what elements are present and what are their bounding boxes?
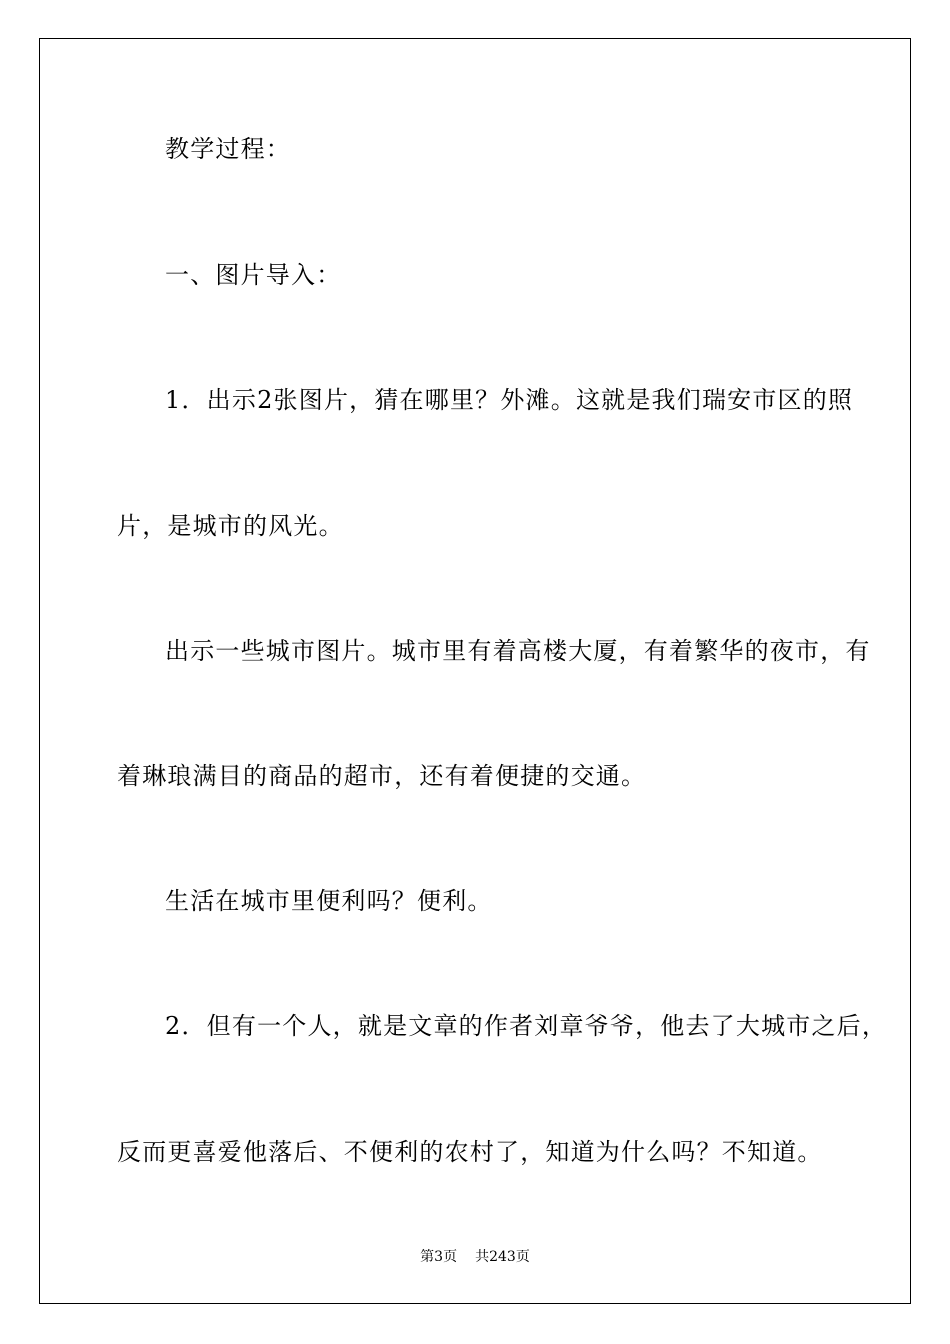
section-heading-image-intro: 一、图片导入： [165,261,342,289]
page-number: 第3页 [420,1249,458,1265]
page-footer [0,1248,950,1266]
paragraph-2-line-1: 出示一些城市图片。城市里有着高楼大厦，有着繁华的夜市，有 [165,637,871,665]
paragraph-4-line-1: 2．但有一个人，就是文章的作者刘章爷爷，他去了大城市之后， [165,1012,888,1040]
paragraph-4-line-2: 反而更喜爱他落后、不便利的农村了，知道为什么吗？不知道。 [117,1138,823,1166]
paragraph-2-line-2: 着琳琅满目的商品的超市，还有着便捷的交通。 [117,762,647,790]
page-border [39,38,911,1304]
paragraph-3-line-1: 生活在城市里便利吗？便利。 [165,887,493,915]
total-pages: 共243页 [475,1249,530,1265]
paragraph-1-line-2: 片，是城市的风光。 [117,512,344,540]
paragraph-1-line-1: 1．出示2张图片，猜在哪里？外滩。这就是我们瑞安市区的照 [165,386,854,414]
heading-teaching-process: 教学过程： [165,135,291,163]
